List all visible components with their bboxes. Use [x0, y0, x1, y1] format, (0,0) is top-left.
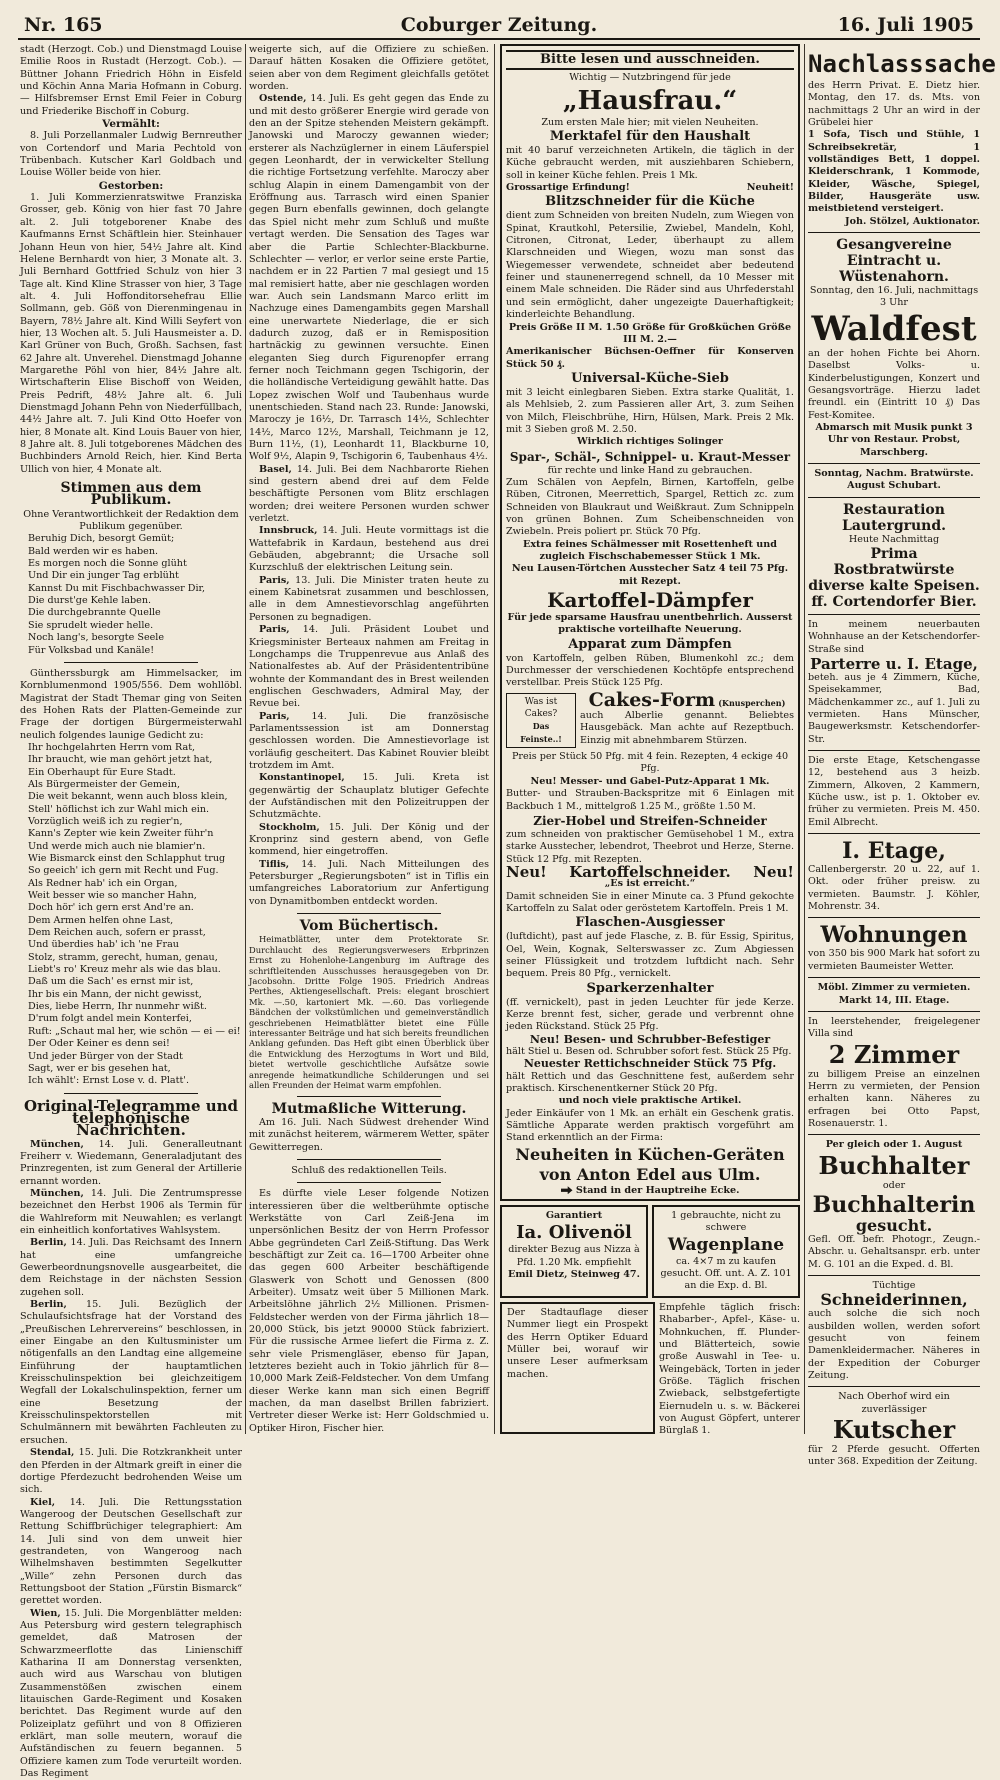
- news-city: Paris,: [259, 624, 290, 636]
- sieve-text: mit 3 leicht einlegbaren Sieben. Extra starke Qualität, 1. als Mehlsieb, 2. zum Passieren aller Art, 3. zum Seihen von Milch, Fleischbrühe, Hirn, Hülsen, Mark. Preis 2 Mk. mit 3 Sieben groß M. 2.50.: [506, 386, 794, 435]
- parterre-title: Parterre u. I. Etage,: [810, 654, 978, 673]
- sparkerzen-title: Sparkerzenhalter: [586, 980, 714, 996]
- telegram-text: 15. Juli. Die Rotzkrankheit unter den Pferden in der Altmark greift in einer die dortige Pferdezucht bedrohenden Weise um sich.: [20, 1447, 242, 1496]
- pointing-hand-icon: [561, 1186, 573, 1194]
- kartoffelschneider-text: Damit schneiden Sie in einer Minute ca. 3 Pfund gekochte Kartoffeln zu Salat oder geröstetem Kartoffeln. Preis 1 M.: [506, 890, 794, 914]
- restauration-title: Restauration Lautergrund.: [841, 501, 947, 534]
- potato-steamer-title: Kartoffel-Dämpfer: [547, 588, 753, 613]
- guenthersburgk-text: Güntherssburgk am Himmelsacker, im Kornblumenmond 1905/556. Dem wohllöbl. Magistrat der Stadt Themar ging von Seiten des Hohen Rats der Platten-Gemeinde zur Frage der dortigen Bürgermeisterwahl neulich folgendes launige Gedicht zu:: [20, 667, 242, 741]
- poem-line: Dies, liebe Herrn, Ihr nunmehr wißt.: [28, 1001, 207, 1013]
- zier-hobel-title: Zier-Hobel und Streifen-Schneider: [533, 813, 767, 828]
- zeiss-notice: Es dürfte viele Leser folgende Notizen interessieren über die weltberühmte optische Werkstätte von Carl Zeiß-Jena im unpersönlichen Besitz der von Herrn Professor Abbe gegründeten Carl Zeiß-Stiftung. Das Werk beschäftigt zur Zeit ca. 16—1700 Arbeiter ohne das gegen 600 Arbeiter beschäftigende Glaswerk von Schott und Genossen (800 Arbeiter). Umsatz weit über 5 Millionen Mark. Arbeitslöhne jährlich 2½ Millionen. Prismen-Feldstecher werden von der Firma jährlich 18—20,000 Stück, bis jetzt 90000 Stück fabriziert. Für die russische Armee liefert die Firma z. Z. sehr viele Prismengläser, ebenso für Japan, letzteres bezieht auch in Tokio jährlich für 8—10,000 Mark Zeiß-Feldstecher. Von dem Umfang dieser Werke kann man sich einen Begriff machen, da man daselbst Brillen fabriziert. Vertreter dieser Werke ist: Herr Goldschmied u. Optiker Hiron, Fischer hier.: [249, 1188, 489, 1434]
- nachlass-title: Nachlasssache: [808, 50, 996, 78]
- weather-heading: Mutmaßliche Witterung.: [271, 1100, 467, 1117]
- poem-line: So geeich' ich gern mit Recht und Fug.: [28, 865, 219, 877]
- ad-subline: Wichtig — Nutzbringend für jede: [569, 72, 731, 84]
- butter-spritze: Butter- und Strauben-Backspritze mit 6 Einlagen mit Backbuch 1 M., mittelgroß 1.25 M., größte 1.50 M.: [506, 788, 794, 812]
- poem-line: Ruft: „Schaut mal her, wie schön — ei — ei!: [28, 1025, 241, 1037]
- cakes-prices: Preis per Stück 50 Pfg. mit 4 fein. Rezepten, 4 eckige 40 Pfg.: [511, 751, 789, 775]
- telegram-text: 15. Juli. Die Morgenblätter melden: Aus Petersburg wird gestern telegraphisch gemeldet, daß Matrosen der Schwarzmeerflotte das Linienschiff Katharina II am Donnerstag versenkten, auch wird aus Warschau von blutigen Zusammenstößen zwischen einem litauischen Garde-Regiment und Kosaken berichtet. Das Regiment wurde auf den Polizeiplatz geführt und von 8 Offizieren erklärt, man solle meutern, worauf die Aufständischen zu feuern begannen. 5 Offiziere kamen zum Tode verurteilt worden. Das Regiment: [20, 1607, 242, 1780]
- solinger-line: Wirklich richtiges Solinger: [576, 436, 723, 448]
- besen-text: hält Stiel u. Besen od. Schrubber sofort fest. Stück 25 Pfg.: [506, 1046, 792, 1057]
- masthead: [18, 14, 980, 40]
- potato-steamer-sub: Für jede sparsame Hausfrau unentbehrlich. Ausserst praktische vorteilhafte Neuerung.: [507, 612, 793, 636]
- telegram-city: Kiel,: [30, 1496, 56, 1508]
- news-item: [249, 772, 489, 821]
- telegram-item: [20, 1299, 242, 1447]
- issue-date: 16. Juli 1905: [837, 14, 974, 36]
- poem-line: Beruhig Dich, besorgt Gemüt;: [28, 533, 175, 545]
- restauration-ad: Restauration Lautergrund. Heute Nachmittag Prima Rostbratwürste diverse kalte Speisen. ff. Cortendorfer Bier.: [808, 498, 980, 615]
- telegram-continuation: weigerte sich, auf die Offiziere zu schießen. Darauf hätten Kosaken die Offiziere getötet, seien aber von dem Regiment gleichfalls getötet worden.: [249, 44, 489, 93]
- small-ads-row: [500, 1205, 800, 1302]
- firm-line-2: von Anton Edel aus Ulm.: [539, 1164, 761, 1184]
- weather-text: Am 16. Juli. Nach Südwest drehender Wind mit zunächst heiterem, wärmerem Wetter, später Gewitterregen.: [249, 1116, 489, 1153]
- poem-line: Bald werden wir es haben.: [28, 545, 159, 557]
- poem-line: Sagt, wer er bis gesehen hat,: [28, 1062, 171, 1074]
- telegram-city: Berlin,: [30, 1299, 67, 1311]
- poem-line: Noch lang's, besorgte Seele: [28, 632, 165, 644]
- separator: [297, 1182, 441, 1183]
- erste-etage-ad: Die erste Etage, Ketschengasse 12, bestehend aus 3 heizb. Zimmern, Alkoven, 2 Kammern, Küche usw., ist p. 1. Oktober ev. früher zu vermieten. Preis M. 450. Emil Albrecht.: [808, 751, 980, 834]
- firm-line-1: Neuheiten in Küchen-Geräten: [515, 1144, 785, 1164]
- ad-first-time: Zum ersten Male hier; mit vielen Neuheiten.: [541, 116, 759, 128]
- steamer-text: von Kartoffeln, gelben Rüben, Blumenkohl zc.; dem Durchmesser der verschiedenen Kochtöpfe entsprechend verstellbar. Preis Stück 125 Pfg.: [506, 652, 794, 689]
- poem-line: Ihr braucht, wie man gehört jetzt hat,: [28, 754, 213, 766]
- telegram-text: 14. Juli. Die Zentrumspresse bezeichnet den Herbst 1906 als Termin für die Wahlreform mit Neuwahlen; es verlangt ein einheitlich konfortatives Wahlsystem.: [20, 1187, 242, 1236]
- buchhalter-ad: Per gleich oder 1. August Buchhalter oder Buchhalterin gesucht. Gefl. Off. befr. Photogr., Zeugn.-Abschr. u. Gehaltsanspr. erb. unter M. G. 101 an die Exped. d. Bl.: [808, 1135, 980, 1276]
- news-text: 14. Juli. Nach Mitteilungen des Petersburger „Regierungsboten“ ist in Tiflis ein umfangreiches Laboratorium zur Anfertigung von Dynamitbomben entdeckt worden.: [249, 858, 489, 907]
- column-2: [249, 44, 489, 1436]
- separator: [297, 1159, 441, 1160]
- poem-line: Kann's Zepter wie kein Zweiter führ'n: [28, 828, 214, 840]
- news-item: [249, 859, 489, 908]
- zimmer-ad: In leerstehender, freigelegener Villa sind 2 Zimmer zu billigem Preise an einzelnen Herrn zu vermieten, der Pension erhalten kann. Näheres zu erfragen bei Otto Papst, Rosenauerstr. 1.: [808, 1012, 980, 1135]
- poem-line: Und Dir ein junger Tag erblüht: [28, 570, 179, 582]
- rettich-text: hält Rettich und das Geschnittene fest, außerdem sehr praktisch. Kirschenentkerner Stück 20 Pfg.: [506, 1070, 794, 1095]
- kartoffelschneider-sub: „Es ist erreicht.“: [604, 878, 696, 890]
- wohnungen-ad: Wohnungen von 350 bis 900 Mark hat sofort zu vermieten Baumeister Wetter.: [808, 918, 980, 978]
- news-city: Basel,: [259, 463, 292, 475]
- etage-ad: I. Etage, Callenbergerstr. 20 u. 22, auf 1. Okt. oder früher preisw. zu vermieten. Baumstr. J. Köhler, Mohrenstr. 34.: [808, 834, 980, 918]
- schneiderinnen-ad: Tüchtige Schneiderinnen, auch solche die sich noch ausbilden wollen, werden sofort gesucht von feinem Damenkleidermacher. Näheres in der Expedition der Coburger Zeitung.: [808, 1276, 980, 1387]
- books-heading: Vom Büchertisch.: [299, 918, 439, 935]
- telegram-item: [20, 1188, 242, 1237]
- news-city: Paris,: [259, 710, 290, 722]
- poem-line: Ihr hochgelahrten Herrn vom Rat,: [28, 741, 196, 753]
- sieve-title: Universal-Küche-Sieb: [571, 370, 729, 386]
- kutscher-ad: Nach Oberhof wird ein zuverlässiger Kutscher für 2 Pferde gesucht. Offerten unter 368. Expedition der Zeitung.: [808, 1391, 980, 1468]
- news-text: 14. Juli. Heute vormittags ist die Wattefabrik in Kardaun, bestehend aus drei Gebäuden, abgebrannt; die Ursache soll Kurzschluß der elektrischen Leitung sein.: [249, 525, 489, 574]
- knife-title: Spar-, Schäl-, Schnippel- u. Kraut-Messer: [509, 449, 791, 464]
- can-opener-line: Amerikanischer Büchsen-Oeffner für Konserven Stück 50 ₰.: [506, 346, 794, 370]
- poem-line: Doch hör' ich gern erst And're an.: [28, 902, 194, 914]
- column-3-ads: [500, 44, 800, 1436]
- wagenplane-title: Wagenplane: [667, 1234, 785, 1255]
- zier-hobel-text: zum schneiden von praktischer Gemüsehobel 1 M., extra starke Ausstecher, lebendrot, Theebrot und Herze, Sterne. Stück 12 Pfg. mit Rezepten.: [506, 828, 794, 865]
- telegram-city: München,: [30, 1187, 84, 1199]
- news-city: Konstantinopel,: [259, 772, 345, 784]
- news-item: [249, 822, 489, 859]
- parterre-ad: In meinem neuerbauten Wohnhause an der Ketschendorfer-Straße sind Parterre u. I. Etage, beteh. aus je 4 Zimmern, Küche, Speisekammer, Bad, Mädchenkammer zc., auf 1. Juli zu vermieten. Hans Münscher, Baugewerksmstr. Ketschendorfer-Str.: [808, 615, 980, 751]
- telegrams-heading: Original-Telegramme und telephonische Nachrichten.: [23, 1096, 239, 1140]
- cakes-row: Was ist Cakes? Das Feinste..! Cakes-Form (Knusperchen) auch Alberlie genannt. Beliebtes Hausgebäck. Man achte auf Rezeptbuch. Einzig mit abnehmbarem Stürzen.: [506, 693, 794, 748]
- steamer-apparatus: Apparat zum Dämpfen: [568, 636, 732, 652]
- olive-oil-title: Ia. Olivenöl: [516, 1222, 632, 1244]
- ostende-text: 14. Juli. Es geht gegen das Ende zu und mit desto größerer Energie wird gerade von den an der Spitze stehenden Meistern gekämpft. Janowski und Maroczy gewannen wieder; ersterer als Nachzüglerner in einem Läuferspiel gegen Leonhardt, der in verwickelter Stellung die richtige Fortsetzung verfehlte. Maroczy aber schlug Alapin in einem Damengambit von der Eröffnung aus. Tarrasch wird einen Spanier gegen Burn ebenfalls gewinnen, doch gelangte das Spiel nicht mehr zum Schluß und mußte vertagt werden. Die Sensation des Tages war aber die Partie Schlechter-Blackburne. Schlechter — verlor, er verlor seine erste Partie, nachdem er in 22 Partien 7 mal gesiegt und 15 mal remisiert hatte, aber nie geschlagen worden war. Auch sein Landsmann Marco erlitt im Nachzuge eines Damengambits gegen Marshall eine unerwartete Niederlage, die er sich dadurch zuzog, daß er in Remisposition hartnäckig zu gewinnen versuchte. Einen eleganten Sieg durch Figurenopfer errang ferner noch Teichmann gegen Tschigorin, der die holländische Verteidigung gewählt hatte. Das Lopez zwischen Wolf und Taubenhaus wurde unentschieden. Stand nach 23. Runde: Janowski, Maroczy je 16½, Dr. Tarrasch 14½, Schlechter 14½, Marco 12½, Marshall, Teichmann je 12, Burn 11½, (1), Leonhardt 11, Blackburne 10, Wolf 9½, Alapin 9, Tschigorin 6, Taubenhaus 4½.: [249, 93, 489, 463]
- news-city: Stockholm,: [259, 821, 320, 833]
- telegram-item: [20, 1608, 242, 1780]
- poem-line: Der Oder Keiner es denn sei!: [28, 1038, 170, 1050]
- news-text: 15. Juli. Der König und der Kronprinz sind gestern abend, von Gefle kommend, hier eingetroffen.: [249, 821, 489, 858]
- flask-title: Flaschen-Ausgiesser: [575, 915, 725, 931]
- nachlass-ad: Nachlasssache des Herrn Privat. E. Dietz hier. Montag, den 17. ds. Mts. von nachmittags 2 Uhr an wird in der Grübelei hier 1 Sofa, Tisch und Stühle, 1 Schreibsekretär, 1 vollständiges Bett, 1 doppel. Kleiderschrank, 1 Kommode, Kleider, Wäsche, Spiegel, Bilder, Hausgeräte usw. meistbietend versteigert. Joh. Stölzel, Auktionator.: [808, 44, 980, 233]
- small-ads-row-2: [500, 1302, 800, 1438]
- more-articles: und noch viele praktische Artikel.: [558, 1095, 742, 1107]
- blitzschneider-prices: Preis Größe II M. 1.50 Größe für Großküchen Größe III M. 2.—: [508, 321, 792, 345]
- poem-line: Und jeder Bürger von der Stadt: [28, 1050, 183, 1062]
- poem-line: Daß um die Sach' es ernst mir ist,: [28, 976, 194, 988]
- bratwurst-ad: Sonntag, Nachm. Bratwürste. August Schubart.: [808, 464, 980, 498]
- separator: [64, 662, 197, 663]
- telegram-item: [20, 1237, 242, 1299]
- ostende-item: Ostende, 14. Juli. Es geht gegen das Ende zu und mit desto größerer Energie wird gerade von den an der Spitze stehenden Meistern gekämpft. Janowski und Maroczy gewannen wieder; ersterer als Nachzüglerner in einem Läuferspiel gegen Leonhardt, der in verwickelter Stellung die richtige Fortsetzung verfehlte. Maroczy aber schlug Alapin in einem Damengambit von der Eröffnung aus. Tarrasch wird einen Spanier gegen Burn ebenfalls gewinnen, doch gelangte das Spiel nicht mehr zum Schluß und mußte vertagt werden. Die Sensation des Tages war aber die Partie Schlechter-Blackburne. Schlechter — verlor, er verlor seine erste Partie, nachdem er in 22 Partien 7 mal gesiegt und 15 mal remisiert hatte, aber nie geschlagen worden war. Auch sein Landsmann Marco erlitt im Nachzuge eines Damengambits gegen Marshall eine unerwartete Niederlage, die er sich dadurch zuzog, daß er in Remisposition hartnäckig zu gewinnen versuchte. Einen eleganten Sieg durch Figurenopfer errang ferner noch Teichmann gegen Tschigorin, der die holländische Verteidigung gewählt hatte. Das Lopez zwischen Wolf und Taubenhaus wurde unentschieden. Stand nach 23. Runde: Janowski, Maroczy je 16½, Dr. Tarrasch 14½, Schlechter 14½, Marco 12½, Marshall, Teichmann je 12, Burn 11½, (1), Leonhardt 11, Blackburne 10, Wolf 9½, Alapin 9, Tschigorin 6, Taubenhaus 4½.: [249, 93, 489, 463]
- news-city: Tiflis,: [259, 858, 290, 870]
- news-item: [249, 525, 489, 574]
- poem-line: Für Volksbad und Kanäle!: [28, 644, 155, 656]
- bakery-ad: Empfehle täglich frisch: Rhabarber-, Apfel-, Käse- u. Mohnkuchen, ff. Plunder- und Blätterteich, sowie große Auswahl in Tee- u. Weingebäck, Torten in jeder Größe. Täglich frischen Zwieback, selbstgefertigte Eiernudeln u. s. w. Bäckerei von August Göpfert, unterer Bürglaß 1.: [659, 1301, 800, 1437]
- newspaper-title: Coburger Zeitung.: [400, 14, 598, 36]
- poem-line: Und überdies hab' ich 'ne Frau: [28, 939, 179, 951]
- poem-line: Liebt's ro' Kreuz mehr als wie das blau.: [28, 964, 221, 976]
- poem-line: Als Bürgermeister der Gemein,: [28, 778, 180, 790]
- poem-line: Ihr bis ein Mann, der nicht gewisst,: [28, 988, 202, 1000]
- waldfest-title: Waldfest: [811, 308, 977, 349]
- separator: [297, 1096, 441, 1097]
- extra-knife: Extra feines Schälmesser mit Rosettenheft und zugleich Fischschabemesser Stück 1 Mk.: [523, 538, 777, 562]
- separator: [297, 913, 441, 914]
- poem-line: Stell' höflichst ich zur Wahl mich ein.: [28, 803, 210, 815]
- column-divider: [494, 44, 495, 1434]
- news-city: Paris,: [259, 574, 290, 586]
- optician-notice: Der Stadtauflage dieser Nummer liegt ein Prospekt des Herrn Optiker Eduard Müller bei, worauf wir unsere Leser aufmerksam machen.: [500, 1302, 655, 1434]
- poem-2: [20, 742, 242, 1088]
- poem-line: Als Redner hab' ich ein Organ,: [28, 877, 178, 889]
- merktafel-title: Merktafel für den Haushalt: [549, 129, 751, 145]
- gesang-title: Gesangvereine Eintracht u. Wüstenahorn.: [836, 237, 952, 286]
- poem-line: Weit besser wie so mancher Hahn,: [28, 890, 197, 902]
- poem-line: Es morgen noch die Sonne glüht: [28, 558, 187, 570]
- poem-line: Stolz, stramm, gerecht, human, genau,: [28, 951, 218, 963]
- married-heading: Vermählt:: [102, 118, 160, 131]
- ad-banner: Bitte lesen und ausschneiden.: [506, 50, 794, 70]
- editorial-end: Schluß des redaktionellen Teils.: [291, 1164, 447, 1176]
- news-item: [249, 711, 489, 773]
- news-item: [249, 464, 489, 526]
- blitzschneider-title: Blitzschneider für die Küche: [545, 194, 755, 210]
- telegram-text: 15. Juli. Bezüglich der Schulaufsichtsfrage hat der Vorstand des „Preußischen Lehrervereins“ beschlossen, in einer Eingabe an den Kultusminister um nötigenfalls an den Landtag eine allgemeine Einführung der hauptamtlichen Kreisschulinspektion bei gleichzeitigem Wegfall der Lokalschulinspektion, ferner um eine Besetzung der Kreisschulinspektorstellen mit Schulmännern mit bewährten Fachleuten zu ersuchen.: [20, 1299, 242, 1446]
- news-text: 14. Juli. Die französische Parlamentssession ist am Donnerstag geschlossen worden. Die Amnestievorlage ist vorläufig gescheitert. Das Kabinet Rouvier bleibt trotzdem im Amt.: [249, 710, 489, 771]
- waldfest-ad: Gesangvereine Eintracht u. Wüstenahorn. Sonntag, den 16. Juli, nachmittags 3 Uhr Waldfest an der hohen Fichte bei Ahorn. Daselbst Volks- u. Kinderbelustigungen, Konzert und Gesangsvorträge. Hierzu ladet freundl. ein (Eintritt 10 ₰) Das Fest-Komitee. Abmarsch mit Musik punkt 3 Uhr von Restaur. Probst, Marschberg.: [808, 233, 980, 464]
- column-divider: [804, 44, 805, 1434]
- column-1: [20, 44, 242, 1780]
- telegram-item: [20, 1447, 242, 1496]
- knife-text: Zum Schälen von Aepfeln, Birnen, Kartoffeln, gelbe Rüben, Citronen, Meerrettich, Spargel, Rettich zc. zum Schneiden von Blaukraut und Weißkraut. Zum Schnippeln von grünen Bohnen. Zum Scheibenschneiden von Zwiebeln. Preis poliert pr. Stück 70 Pfg.: [506, 476, 794, 538]
- poem-line: Die durchgebrannte Quelle: [28, 607, 161, 619]
- column-divider: [245, 44, 246, 1434]
- voices-subheading: Ohne Verantwortlichkeit der Redaktion dem Publikum gegenüber.: [23, 508, 239, 533]
- merktafel-text: mit 40 baruf verzeichneten Artikeln, die täglich in der Küche gebraucht werden, mit ausziehbaren Schiebern, soll in keiner Küche fehlen. Preis 1 Mk.: [506, 145, 794, 181]
- separator: [64, 1093, 197, 1094]
- telegram-text: 14. Juli. Das Reichsamt des Innern hat eine umfangreiche Gewerbeordnungsnovelle ausgearbeitet, die dem Reichstage in der nächsten Session zugehen soll.: [20, 1237, 242, 1298]
- poem-line: Kannst Du mit Fischbachwasser Dir,: [28, 582, 206, 594]
- hausfrau-ad: [500, 44, 800, 1201]
- poem-line: Dem Reichen auch, sofern er prasst,: [28, 927, 206, 939]
- poem-1: [20, 533, 242, 656]
- voices-heading: Stimmen aus dem Publikum.: [60, 480, 202, 509]
- cakes-form-title: Cakes-Form: [588, 688, 716, 711]
- poem-line: Und werde mich auch nie blamier'n.: [28, 840, 206, 852]
- married-text: 8. Juli Porzellanmaler Ludwig Bernreuther von Cortendorf und Maria Pechtold von Trübenbach. Kutscher Karl Goldbach und Louise Wöller beide von hier.: [20, 130, 242, 179]
- news-city: Innsbruck,: [259, 525, 318, 537]
- rettich-title: Neuester Rettichschneider Stück 75 Pfg.: [523, 1057, 777, 1071]
- order-text: Jeder Einkäufer von 1 Mk. an erhält ein Geschenk gratis. Sämtliche Apparate werden praktisch vorgeführt am Stand erkenntlich an der Firma:: [506, 1107, 794, 1144]
- kartoffelschneider-title-row: Neu! Kartoffelschneider. Neu!: [506, 862, 794, 881]
- cakes-text: auch Alberlie genannt. Beliebtes Hausgebäck. Man achte auf Rezeptbuch. Einzig mit abnehmbarem Stürzen.: [580, 710, 794, 746]
- hausfrau-title: „Hausfrau.“: [562, 85, 738, 116]
- stand-line: Stand in der Hauptreihe Ecke.: [506, 1185, 794, 1197]
- died-text: 1. Juli Kommerzienratswitwe Franziska Grosser, geb. König von hier fast 70 Jahre alt. 2. Juli totgeborener Knabe des Kaufmanns Ernst Schäftlein hier. Steinhauer Johann Heun von hier, 54½ Jahre alt. Kind Helene Bernhardt von hier, 3 Monate alt. 3. Juli Bernhard Gottfried Schulz von hier 3 Tage alt. Kind Kline Strasser von hier, 3 Tage alt. 4. Juli Hoffonditorsehefrau Ellie Sollmann, geb. Göß von Dierenmingenau in Bayern, 78½ Jahre alt. Kind Willi Seyfert von hier, 13 Wochen alt. 5. Juli Hausmeister a. D. Karl Grüner von Buch, Großh. Sachsen, fast 62 Jahre alt. Unverehel. Dienstmagd Johanne Margarethe Pöhl von hier, 84½ Jahre alt. Wirtschafterin Elise Bischoff von Weiden, Preis Pedrift, 48½ Jahre alt. 6. Juli Dienstmagd Johann Pehn von Niederfüllbach, 44½ Jahre alt. 7. Juli Kind Otto Hoefer von hier, 8 Monate alt. Kind Louis Bauer von hier, 8 Jahre alt. 8. Juli totgeborenes Mädchen des Buchbinders Arnold Reich, hier. Kind Berta Ullich von hier, 4 Monate alt.: [20, 192, 242, 475]
- news-text: 14. Juli. Bei dem Nachbarorte Riehen sind gestern abend drei auf dem Felde beschäftigte Personen vom Blitz erschlagen worden; drei weitere Personen wurden schwer verletzt.: [249, 463, 489, 525]
- besen-title: Neu! Besen- und Schrubber-Befestiger: [529, 1032, 771, 1046]
- poem-line: D'rum folgt andel mein Konterfei,: [28, 1013, 192, 1025]
- knife-sub: für rechte und linke Hand zu gebrauchen.: [547, 464, 753, 476]
- poem-line: Sie sprudelt wieder helle.: [28, 619, 154, 631]
- putz-apparatus: Neu! Messer- und Gabel-Putz-Apparat 1 Mk.: [530, 775, 770, 787]
- news-item: [249, 575, 489, 624]
- wagenplane-ad: 1 gebrauchte, nicht zu schwere Wagenplane ca. 4×7 m zu kaufen gesucht. Off. unt. A. Z. 101 an die Exp. d. Bl.: [652, 1205, 800, 1298]
- flask-text: (luftdicht), past auf jede Flasche, z. B. für Essig, Spiritus, Oel, Wein, Kognak, Selterswasser zc. Zum Abgiessen seiner Flüssigkeit und trotzdem luftdicht nach. Sehr bequem. Preis 80 Pfg., vernickelt.: [506, 931, 794, 980]
- poem-line: Vorzüglich weiß ich zu regier'n,: [28, 815, 183, 827]
- blitzschneider-text: dient zum Schneiden von breiten Nudeln, zum Wiegen von Spinat, Krautkohl, Petersilie, Zwiebel, Mandeln, Kohl, Citronen, Citronat, Leder, überhaupt zu allem Klarschneiden und Wiegen, wozu man sonst das Wiegemesser verwendete, schneidet aber bedeutend feiner und staunenerregend schnell, da 10 Messer mit einem Male schneiden. Die Räder sind aus Uhrfederstahl und sein ermöglicht, daher ungezeigte Dauerhaftigkeit; kinderleichte Behandlung.: [506, 210, 794, 321]
- moebl-zimmer-ad: Möbl. Zimmer zu vermieten. Markt 14, III. Etage.: [808, 978, 980, 1012]
- books-text: Heimatblätter, unter dem Protektorate Sr. Durchlaucht des Regierungsverwesers Erbprinzen Ernst zu Hohenlohe-Langenburg im Auftrage des schriftleitenden Ausschusses herausgegeben von Dr. Jacobsohn. Dritte Folge 1905. Friedrich Andreas Perthes, Aktiengesellschaft. Preis: elegant broschiert Mk. —.50, kartoniert Mk. —.60. Das vorliegende Bändchen der volkstümlichen und gemeinverständlich geschriebenen Heimatblätter bietet eine Fülle interessanter Beiträge und hat sich bereits freundlichen Anklang gefunden. Das Heft gibt einen Überblick über die Entwicklung des Herzogtums in Wort und Bild, bietet wertvolle geschichtliche Aufsätze sowie anregende heimatkundliche Schilderungen und sei allen Freunden der Heimat warm empfohlen.: [249, 934, 489, 1091]
- poem-line: Ein Oberhaupt für Eure Stadt.: [28, 766, 176, 778]
- telegram-item: [20, 1139, 242, 1188]
- column-4-ads: [808, 44, 996, 1468]
- sparkerzen-text: (ff. vernickelt), past in jeden Leuchter für jede Kerze. Kerze brennt fest, sicher, gerade und verbrennt ohne jeden Rückstand. Stück 25 Pfg.: [506, 996, 794, 1033]
- poem-line: Ich wählt': Ernst Lose v. d. Platt'.: [28, 1075, 189, 1087]
- telegram-city: Wien,: [30, 1607, 61, 1619]
- news-text: 15. Juli. Kreta ist gegenwärtig der Schauplatz blutiger Gefechte der Aufständischen mit den Polizeitruppen der Schutzmächte.: [249, 772, 489, 821]
- news-text: 14. Juli. Präsident Loubet und Kriegsminister Berteaux nahmen am Freitag in Longchamps die Truppenrevue aus Anlaß des Nationalfestes ab. Auf der Präsidententribüne wohnte der Kommandant des in Brest weilenden englischen Geschwaders, Admiral May, der Revue bei.: [249, 624, 489, 710]
- ad-grand-line: Grossartige Erfindung! Neuheit!: [506, 182, 794, 194]
- news-item: [249, 624, 489, 710]
- civil-register-text: stadt (Herzogt. Cob.) und Dienstmagd Louise Emilie Roos in Rustadt (Herzogt. Cob.). — Büttner Johann Friedrich Höhn in Eisfeld und Köchin Anna Maria Hofmann in Coburg. — Hilfsbremser Ernst Emil Feier in Coburg und Friederike Bischoff in Coburg.: [20, 44, 242, 117]
- cakes-question-box: Was ist Cakes? Das Feinste..!: [506, 693, 576, 748]
- poem-line: Dem Armen helfen ohne Last,: [28, 914, 174, 926]
- telegram-city: München,: [30, 1138, 84, 1150]
- telegram-text: 14. Juli. Generalleutnant Freiherr v. Wiedemann, Generaladjutant des Prinzregenten, ist zum General der Artillerie ernannt worden.: [20, 1138, 242, 1187]
- telegram-city: Stendal,: [30, 1447, 75, 1459]
- telegram-item: [20, 1497, 242, 1608]
- issue-number: Nr. 165: [24, 14, 103, 36]
- died-heading: Gestorben:: [98, 179, 164, 192]
- telegram-text: 14. Juli. Die Rettungsstation Wangeroog der Deutschen Gesellschaft zur Rettung Schiffbrüchiger telegraphiert: Am 14. Juli sind von dem unweit hier gestrandeten, von Wangeroog nach Wilhelmshaven bestimmten Segelkutter „Wille“ zehn Personen durch das Rettungsboot der Station „Fürstin Bismarck“ gerettet worden.: [20, 1496, 242, 1607]
- poem-line: Die durst'ge Kehle laben.: [28, 595, 152, 607]
- news-text: 13. Juli. Die Minister traten heute zu einem Kabinetsrat zusammen und beschlossen, alle in dem Amnestievorschlag angeführten Personen zu begnadigen.: [249, 574, 489, 623]
- poem-line: Wie Bismarck einst den Schlapphut trug: [28, 853, 226, 864]
- olive-oil-ad: Garantiert Ia. Olivenöl direkter Bezug aus Nizza à Pfd. 1.20 Mk. empfiehlt Emil Dietz, Steinweg 47.: [500, 1205, 648, 1298]
- poem-line: Die weit bekannt, wenn auch bloss klein,: [28, 791, 228, 803]
- torte-cutter: Neu Lausen-Törtchen Ausstecher Satz 4 teil 75 Pfg. mit Rezept.: [511, 563, 789, 587]
- telegram-city: Berlin,: [30, 1237, 67, 1249]
